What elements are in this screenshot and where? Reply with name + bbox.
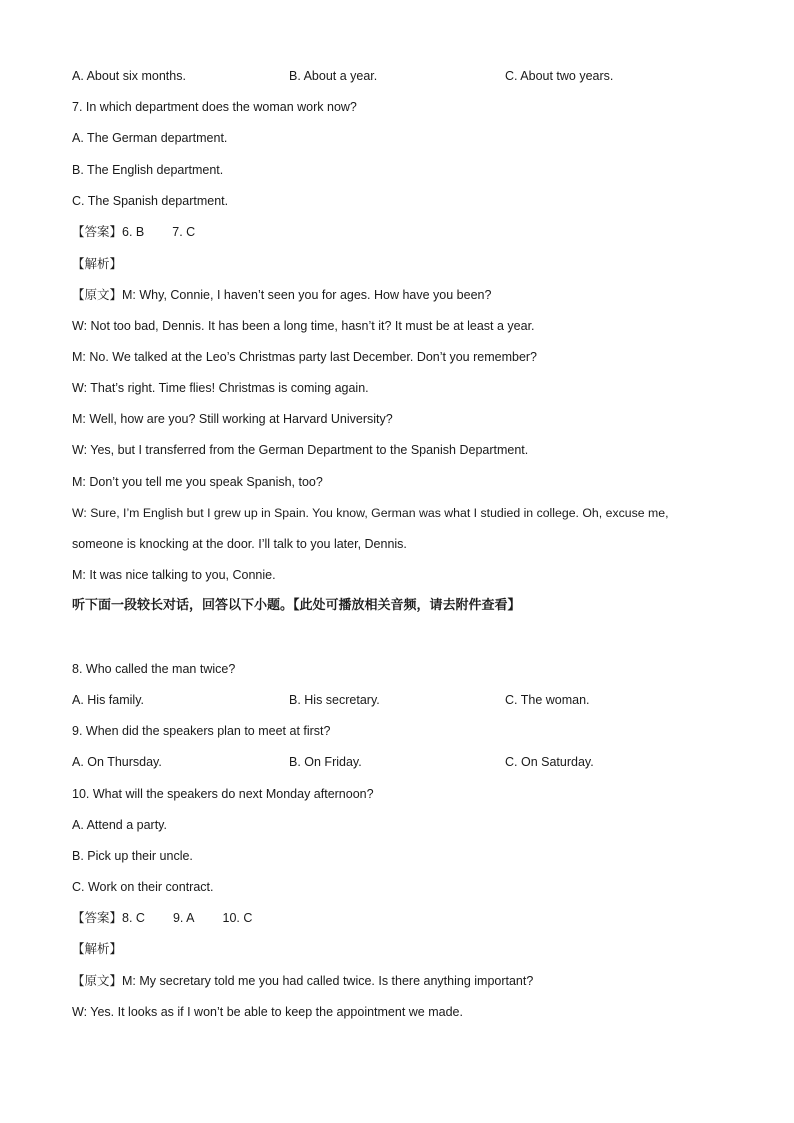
answer-item: 7. C: [172, 225, 196, 239]
q8-option-a: A. His family.: [72, 693, 144, 707]
q8-option-c: C. The woman.: [505, 693, 590, 707]
transcript-label: 【原文】: [72, 973, 123, 988]
q7-option-b: B. The English department.: [72, 163, 224, 177]
transcript-line: W: Yes. It looks as if I won’t be able to keep the appointment we made.: [72, 1005, 463, 1019]
transcript-text: M: My secretary told me you had called twice. Is there anything important?: [122, 974, 534, 988]
q10-option-c: C. Work on their contract.: [72, 880, 214, 894]
answer-item: 6. B: [122, 225, 145, 239]
q9-option-b: B. On Friday.: [289, 755, 362, 769]
q7-option-c: C. The Spanish department.: [72, 194, 229, 208]
q7-question: 7. In which department does the woman work now?: [72, 100, 357, 114]
transcript-line: M: Don’t you tell me you speak Spanish, too?: [72, 475, 323, 489]
q8-option-b: B. His secretary.: [289, 693, 380, 707]
transcript-line: M: It was nice talking to you, Connie.: [72, 568, 276, 582]
q6-option-c: C. About two years.: [505, 69, 614, 83]
transcript-line: W: That’s right. Time flies! Christmas is coming again.: [72, 381, 369, 395]
q6-option-a: A. About six months.: [72, 69, 186, 83]
transcript-text: M: Why, Connie, I haven’t seen you for ages. How have you been?: [122, 288, 492, 302]
q10-question: 10. What will the speakers do next Monday afternoon?: [72, 787, 374, 801]
q6-option-b: B. About a year.: [289, 69, 378, 83]
transcript-line: W: Not too bad, Dennis. It has been a long time, hasn’t it? It must be at least a year.: [72, 319, 535, 333]
transcript-line: W: Yes, but I transferred from the German Department to the Spanish Department.: [72, 443, 529, 457]
transcript-line: [72, 973, 533, 989]
transcript-label: 【原文】: [72, 287, 123, 302]
transcript-line: W: Sure, I’m English but I grew up in Spain. You know, German was what I studied in college. Oh, excuse me,: [72, 506, 669, 520]
q9-option-c: C. On Saturday.: [505, 755, 594, 769]
transcript-line: [72, 287, 491, 303]
transcript-line: someone is knocking at the door. I’ll talk to you later, Dennis.: [72, 537, 407, 551]
answer-item: 10. C: [222, 911, 253, 925]
analysis-label-1: 【解析】: [72, 256, 123, 271]
answer-line-1: [72, 224, 195, 240]
q10-option-b: B. Pick up their uncle.: [72, 849, 193, 863]
q9-option-a: A. On Thursday.: [72, 755, 162, 769]
answer-label: 【答案】: [72, 910, 123, 925]
answer-line-2: [72, 910, 252, 926]
q8-question: 8. Who called the man twice?: [72, 662, 236, 676]
transcript-line: M: No. We talked at the Leo’s Christmas party last December. Don’t you remember?: [72, 350, 538, 364]
answer-item: 8. C: [122, 911, 145, 925]
q7-option-a: A. The German department.: [72, 131, 228, 145]
answer-label: 【答案】: [72, 224, 123, 239]
q9-question: 9. When did the speakers plan to meet at first?: [72, 724, 331, 738]
transcript-line: M: Well, how are you? Still working at Harvard University?: [72, 412, 393, 426]
listening-instruction: 听下面一段较长对话，回答以下小题。【此处可播放相关音频，请去附件查看】: [72, 598, 521, 613]
q10-option-a: A. Attend a party.: [72, 818, 167, 832]
analysis-label-2: 【解析】: [72, 941, 123, 956]
answer-item: 9. A: [172, 911, 195, 925]
